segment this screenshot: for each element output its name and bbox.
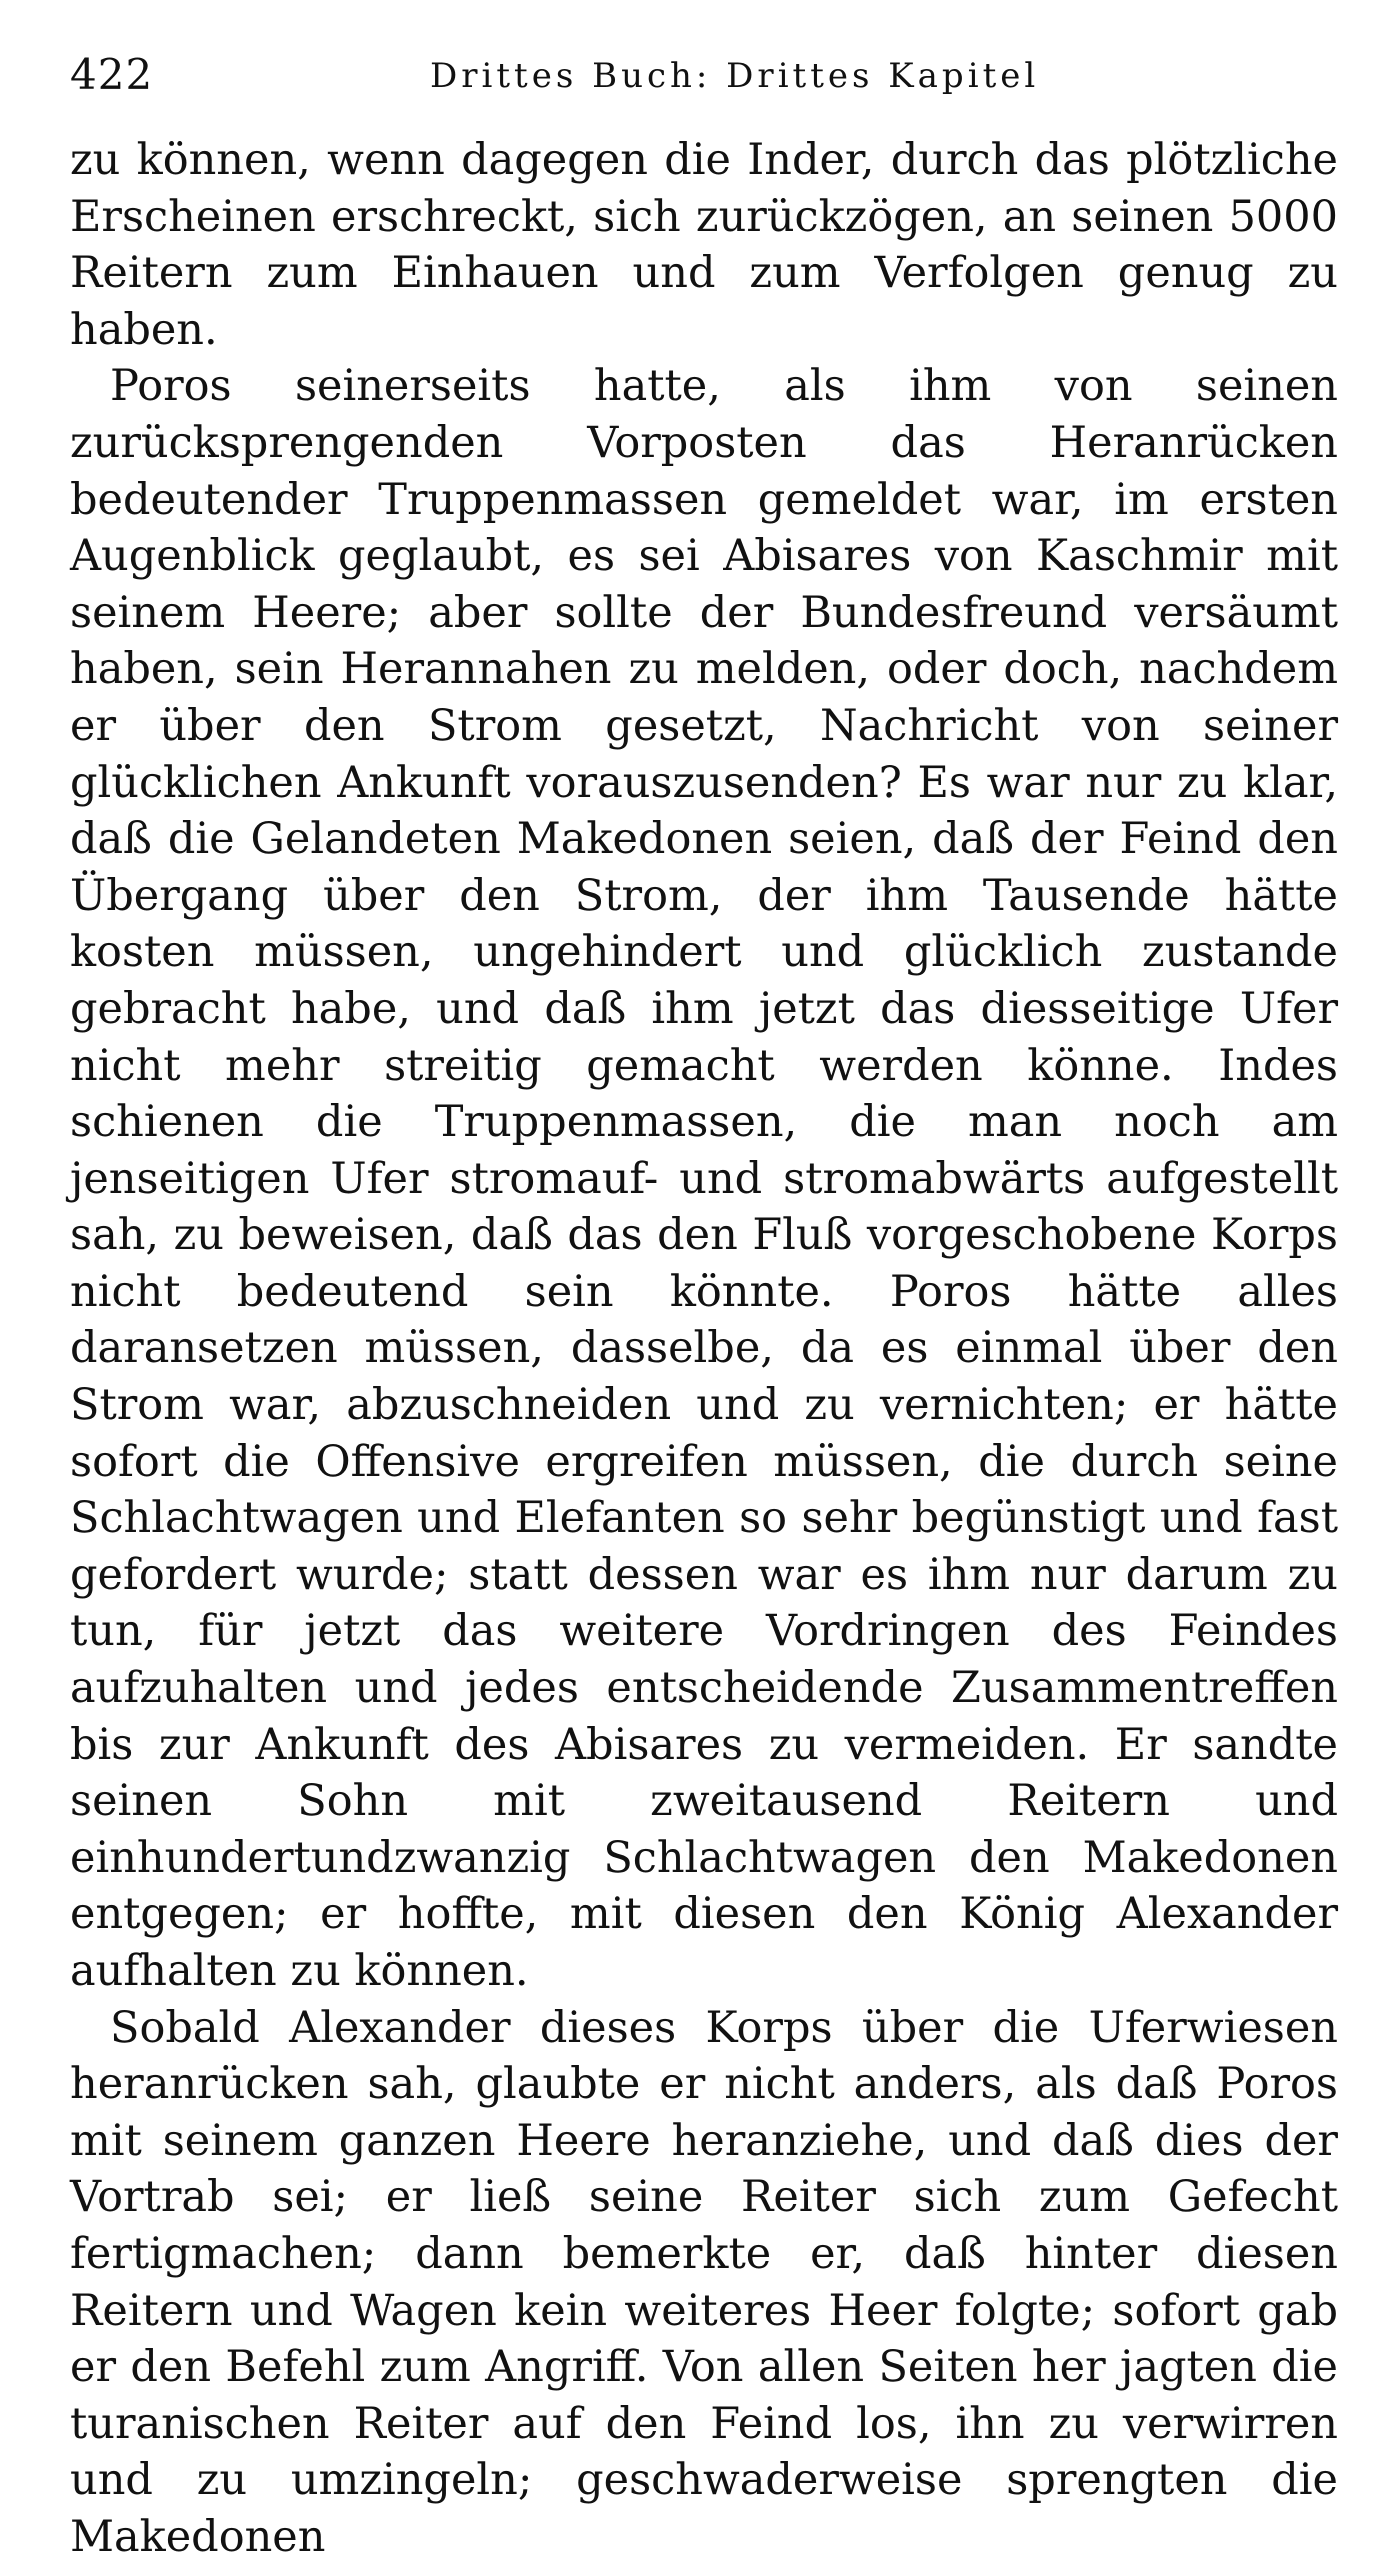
page-header	[70, 50, 1338, 110]
body-text	[70, 132, 1338, 2566]
book-page	[70, 50, 1338, 2566]
paragraph-continuation: zu können, wenn dagegen die Inder, durch das plötzliche Erscheinen erschreckt, sich zurückzögen, an seinen 5000 Reitern zum Einhauen und zum Verfolgen genug zu haben.	[70, 135, 1338, 355]
running-head: Drittes Buch: Drittes Kapitel	[430, 56, 1040, 96]
paragraph-poros: Poros seinerseits hatte, als ihm von seinen zurücksprengenden Vorposten das Heranrücken bedeutender Truppenmassen gemeldet war, im ersten Augenblick geglaubt, es sei Abisares von Kaschmir mit seinem Heere; aber sollte der Bundesfreund versäumt haben, sein Herannahen zu melden, oder doch, nachdem er über den Strom gesetzt, Nachricht von seiner glücklichen Ankunft vorauszusenden? Es war nur zu klar, daß die Gelandeten Makedonen seien, daß der Feind den Übergang über den Strom, der ihm Tausende hätte kosten müssen, ungehindert und glücklich zustande gebracht habe, und daß ihm jetzt das diesseitige Ufer nicht mehr streitig gemacht werden könne. Indes schienen die Truppenmassen, die man noch am jenseitigen Ufer stromauf- und stromabwärts aufgestellt sah, zu beweisen, daß das den Fluß vorgeschobene Korps nicht bedeutend sein könnte. Poros hätte alles daransetzen müssen, dasselbe, da es einmal über den Strom war, abzuschneiden und zu vernichten; er hätte sofort die Offensive ergreifen müssen, die durch seine Schlachtwagen und Elefanten so sehr begünstigt und fast gefordert wurde; statt dessen war es ihm nur darum zu tun, für jetzt das weitere Vordringen des Feindes aufzuhalten und jedes entscheidende Zusammentreffen bis zur Ankunft des Abisares zu vermeiden. Er sandte seinen Sohn mit zweitausend Reitern und einhundertundzwanzig Schlachtwagen den Makedonen entgegen; er hoffte, mit diesen den König Alexander aufhalten zu können.	[70, 361, 1338, 1996]
paragraph-alexander: Sobald Alexander dieses Korps über die Uferwiesen heranrücken sah, glaubte er nicht anders, als daß Poros mit seinem ganzen Heere heranziehe, und daß dies der Vortrab sei; er ließ seine Reiter sich zum Gefecht fertigmachen; dann bemerkte er, daß hinter diesen Reitern und Wagen kein weiteres Heer folgte; sofort gab er den Befehl zum Angriff. Von allen Seiten her jagten die turanischen Reiter auf den Feind los, ihn zu verwirren und zu umzingeln; geschwaderweise sprengten die Makedonen	[70, 2002, 1338, 2562]
page-number: 422	[70, 50, 154, 99]
